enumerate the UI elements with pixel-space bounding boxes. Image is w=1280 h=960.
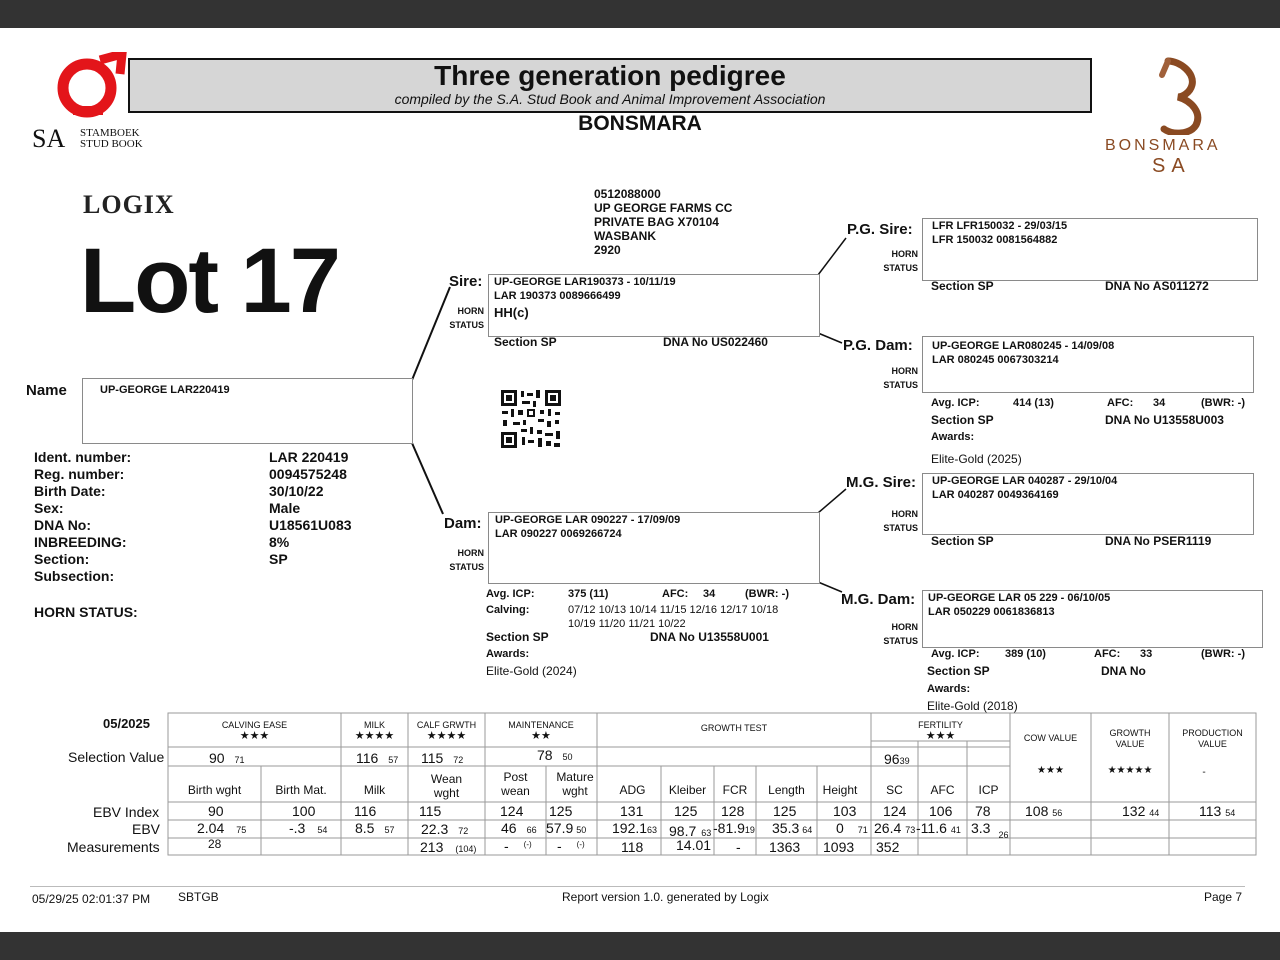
ident-label: Ident. number: [34, 449, 132, 465]
dam-line1: UP-GEORGE LAR 090227 - 17/09/09 [495, 514, 681, 526]
ebv-birth-wght: 2.04 75 [197, 820, 247, 836]
mg-sire-label: M.G. Sire: [846, 474, 917, 491]
ebv-index-birth-mat: 100 [292, 803, 316, 819]
pg-dam-line2: LAR 080245 0067303214 [932, 354, 1059, 366]
table-date: 05/2025 [103, 716, 150, 731]
ebv-birth-mat: -.3 54 [289, 820, 328, 836]
mg-dam-awards: Elite-Gold (2018) [927, 699, 1018, 713]
col-milk: Milk [363, 783, 386, 797]
animal-name: UP-GEORGE LAR220419 [100, 384, 230, 396]
pg-dam-section: Section SP [931, 413, 994, 427]
mg-dam-section: Section SP [927, 664, 990, 678]
pg-dam-afc: 34 [1153, 397, 1166, 409]
pg-dam-afc-label: AFC: [1107, 397, 1134, 409]
ident-value: LAR 220419 [269, 449, 349, 465]
growth-value-stars-icon: ★★★★★ [1107, 765, 1153, 776]
logix-logo: LOGIX [83, 190, 175, 219]
reg-label: Reg. number: [34, 466, 125, 482]
group-cow-value: COW VALUE [1023, 733, 1078, 743]
bonsmara-logo-line1: BONSMARA [1105, 137, 1221, 154]
owner-line4: WASBANK [594, 229, 656, 243]
mg-sire-section: Section SP [931, 534, 994, 548]
page-title: Three generation pedigree [434, 60, 786, 91]
ebv-index-kleiber: 125 [674, 803, 698, 819]
dam-bwr: (BWR: -) [745, 588, 789, 600]
ebv-index-production-value: 113 54 [1199, 803, 1236, 819]
pg-sire-label: P.G. Sire: [847, 221, 913, 238]
pg-dam-bwr: (BWR: -) [1201, 397, 1245, 409]
dam-icp: 375 (11) [568, 588, 609, 600]
group-fertility: FERTILITY ★★★ [871, 720, 1010, 742]
page-subtitle: compiled by the S.A. Stud Book and Animal Improvement Association [394, 91, 826, 107]
sire-dna: DNA No US022460 [663, 335, 768, 349]
meas-adg: 118 [621, 839, 644, 855]
name-label: Name [26, 382, 67, 399]
ebv-index-sc: 124 [883, 803, 907, 819]
dam-awards-label: Awards: [486, 648, 530, 660]
ebv-wean: 22.3 72 [421, 821, 469, 837]
footer-datetime: 05/29/25 02:01:37 PM [32, 892, 151, 906]
ebv-icp: 3.3 $_{26}$ [971, 820, 1009, 840]
ebv-index-birth-wght: 90 [208, 803, 224, 819]
mg-dam-icp: 389 (10) [1005, 648, 1046, 660]
footer-divider [30, 886, 1245, 887]
ebv-index-fcr: 128 [721, 803, 745, 819]
dam-section: Section SP [486, 630, 549, 644]
sex-label: Sex: [34, 500, 64, 516]
calf-growth-stars-icon: ★★★★ [426, 730, 467, 742]
ebv-index-length: 125 [773, 803, 797, 819]
owner-line3: PRIVATE BAG X70104 [594, 215, 719, 229]
ebv-index-post-wean: 124 [500, 803, 524, 819]
dam-icp-label: Avg. ICP: [486, 588, 535, 600]
pg-sire-horn-status-label: HORN STATUS [883, 249, 918, 273]
mg-dam-horn-status-label: HORN STATUS [883, 622, 918, 646]
fertility-stars-icon: ★★★ [925, 730, 956, 742]
pg-dam-awards-label: Awards: [931, 431, 975, 443]
dam-calving-label: Calving: [486, 604, 530, 616]
sire-horn-status-label: HORN STATUS [449, 306, 484, 330]
birth-label: Birth Date: [34, 483, 106, 499]
production-value-stars: - [1202, 767, 1206, 778]
pg-dam-icp-label: Avg. ICP: [931, 397, 980, 409]
ebv-index-icp: 78 [975, 803, 991, 819]
mg-dam-afc-label: AFC: [1094, 648, 1121, 660]
mg-dam-icp-label: Avg. ICP: [931, 648, 980, 660]
dna-label: DNA No: [34, 517, 92, 533]
owner-line1: 0512088000 [594, 187, 661, 201]
meas-wean: 213 (104) [420, 839, 477, 855]
dna-value: U18561U083 [269, 517, 352, 533]
sel-calving: 90 71 [209, 750, 245, 766]
col-birth-mat: Birth Mat. [275, 783, 327, 797]
ebv-index-mature: 125 [549, 803, 573, 819]
pg-dam-horn-status-label: HORN STATUS [883, 366, 918, 390]
bonsmara-logo-line2: SA [1152, 155, 1191, 177]
dam-dna: DNA No U13558U001 [650, 630, 769, 644]
sel-maintenance: 78 50 [537, 747, 573, 763]
col-birth-wght: Birth wght [187, 783, 242, 797]
ebv-index-adg: 131 [620, 803, 644, 819]
ebv-index-growth-value: 132 44 [1122, 803, 1160, 819]
ebv-index-label: EBV Index [93, 804, 160, 820]
owner-line2: UP GEORGE FARMS CC [594, 201, 733, 215]
mg-dam-line1: UP-GEORGE LAR 05 229 - 06/10/05 [928, 592, 1111, 604]
group-growth-test: GROWTH TEST [700, 723, 768, 733]
meas-birth-wght: 28 [208, 837, 222, 851]
ebv-label: EBV [132, 821, 161, 837]
col-post-wean: Post wean [501, 770, 530, 798]
col-icp: ICP [978, 783, 999, 797]
inbreeding-label: INBREEDING: [34, 534, 127, 550]
pg-sire-dna: DNA No AS011272 [1105, 279, 1209, 293]
sa-logo-line2: STUD BOOK [80, 138, 143, 150]
horn-status-label: HORN STATUS: [34, 604, 138, 620]
mg-dam-line2: LAR 050229 0061836813 [928, 606, 1055, 618]
ebv-index-height: 103 [833, 803, 857, 819]
subsection-label: Subsection: [34, 568, 115, 584]
meas-height: 1093 [823, 839, 855, 855]
mg-dam-dna: DNA No [1101, 664, 1146, 678]
selection-value-label: Selection Value [68, 749, 165, 765]
footer-page: Page 7 [1204, 890, 1243, 904]
pg-dam-label: P.G. Dam: [843, 337, 913, 354]
ebv-adg: 192.163 [612, 820, 658, 836]
section-value: SP [269, 551, 288, 567]
col-sc: SC [886, 783, 903, 797]
meas-length: 1363 [769, 839, 801, 855]
sel-milk: 116 57 [356, 750, 399, 766]
col-adg: ADG [619, 783, 646, 797]
mg-dam-afc: 33 [1140, 648, 1153, 660]
ebv-height: 0 71 [836, 820, 868, 836]
ebv-index-afc: 106 [929, 803, 953, 819]
ebv-afc: -11.6 41 [916, 820, 961, 836]
cow-value-stars-icon: ★★★ [1037, 765, 1064, 776]
col-length: Length [768, 783, 805, 797]
dam-line2: LAR 090227 0069266724 [495, 528, 622, 540]
mg-sire-horn-status-label: HORN STATUS [883, 509, 918, 533]
breed-name: BONSMARA [578, 112, 702, 135]
ebv-index-cow-value: 108 56 [1025, 803, 1063, 819]
ebv-index-milk: 116 [354, 803, 377, 819]
dam-awards: Elite-Gold (2024) [486, 664, 577, 678]
lot-number: Lot 17 [80, 230, 339, 332]
pg-dam-awards: Elite-Gold (2025) [931, 452, 1022, 466]
group-calf-growth: CALF GRWTH ★★★★ [408, 720, 485, 742]
ebv-post-wean: 46 66 [501, 820, 537, 836]
ebv-sc: 26.4 73 [874, 820, 916, 836]
dam-afc-label: AFC: [662, 588, 689, 600]
ebv-length: 35.3 64 [772, 820, 813, 836]
mg-dam-bwr: (BWR: -) [1201, 648, 1245, 660]
dam-label: Dam: [444, 515, 482, 532]
sire-section: Section SP [494, 335, 557, 349]
maintenance-stars-icon: ★★ [531, 730, 551, 742]
ebv-kleiber: 98.7 63 [669, 823, 712, 839]
meas-post-wean: - (-) [504, 838, 532, 854]
group-production-value: PRODUCTION VALUE [1182, 728, 1243, 749]
sire-label: Sire: [449, 273, 483, 290]
col-height: Height [822, 783, 858, 797]
col-kleiber: Kleiber [668, 783, 707, 797]
dam-horn-status-label: HORN STATUS [449, 548, 484, 572]
col-mature-wght: Mature wght [556, 770, 594, 798]
measurements-label: Measurements [67, 839, 160, 855]
ebv-mature: 57.9 50 [546, 820, 587, 836]
ebv-index-wean: 115 [419, 803, 442, 819]
footer-code: SBTGB [178, 890, 219, 904]
col-wean-wght: Wean wght [430, 772, 463, 800]
dam-calving-2: 10/19 11/20 11/21 10/22 [568, 618, 686, 630]
col-fcr: FCR [722, 783, 748, 797]
mg-sire-line2: LAR 040287 0049364169 [932, 489, 1059, 501]
pg-sire-line1: LFR LFR150032 - 29/03/15 [932, 220, 1068, 232]
sire-horn: HH(c) [494, 305, 529, 320]
calving-ease-stars-icon: ★★★ [239, 730, 270, 742]
mg-dam-awards-label: Awards: [927, 683, 971, 695]
birth-value: 30/10/22 [269, 483, 324, 499]
inbreeding-value: 8% [269, 534, 290, 550]
pg-dam-line1: UP-GEORGE LAR080245 - 14/09/08 [932, 340, 1115, 352]
sire-line2: LAR 190373 0089666499 [494, 290, 621, 302]
sel-fertility: 9639 [884, 751, 910, 767]
mg-sire-dna: DNA No PSER1119 [1105, 534, 1212, 548]
sa-logo-line1: STAMBOEK [80, 127, 140, 139]
pg-dam-dna: DNA No U13558U003 [1105, 413, 1224, 427]
group-milk: MILK ★★★★ [341, 720, 408, 742]
col-afc: AFC [930, 783, 955, 797]
sex-value: Male [269, 500, 301, 516]
mg-dam-label: M.G. Dam: [841, 591, 916, 608]
dam-afc: 34 [703, 588, 716, 600]
ebv-fcr: -81.919 [713, 820, 755, 836]
mg-sire-line1: UP-GEORGE LAR 040287 - 29/10/04 [932, 475, 1118, 487]
sel-calf-growth: 115 72 [421, 750, 464, 766]
ebv-milk: 8.5 57 [355, 820, 395, 836]
meas-sc: 352 [876, 839, 900, 855]
group-growth-value: GROWTH VALUE [1109, 728, 1151, 749]
milk-stars-icon: ★★★★ [354, 730, 395, 742]
meas-fcr: - [736, 839, 741, 855]
section-label: Section: [34, 551, 90, 567]
pg-dam-icp: 414 (13) [1013, 397, 1054, 409]
meas-kleiber: 14.01 [676, 837, 712, 853]
owner-line5: 2920 [594, 243, 621, 257]
dam-calving-1: 07/12 10/13 10/14 11/15 12/16 12/17 10/18 [568, 604, 779, 616]
sa-logo-prefix: SA [32, 124, 66, 153]
meas-mature: - (-) [557, 838, 585, 854]
group-maintenance: MAINTENANCE ★★ [485, 720, 597, 742]
reg-value: 0094575248 [269, 466, 347, 482]
sire-line1: UP-GEORGE LAR190373 - 10/11/19 [494, 276, 676, 288]
pg-sire-section: Section SP [931, 279, 994, 293]
footer-report: Report version 1.0. generated by Logix [562, 890, 769, 904]
group-calving-ease: CALVING EASE ★★★ [168, 720, 341, 742]
pg-sire-line2: LFR 150032 0081564882 [932, 234, 1058, 246]
